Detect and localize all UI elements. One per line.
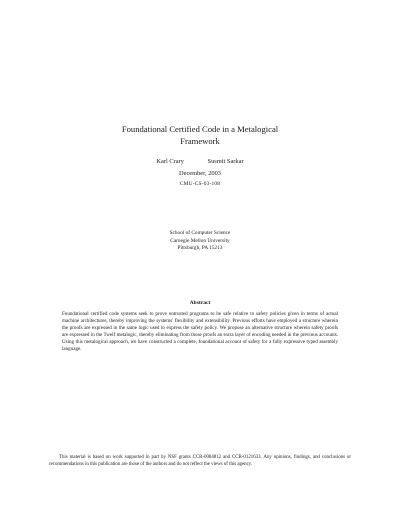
abstract-heading: Abstract [189, 300, 211, 306]
abstract-body: Foundational certified code systems seek to prove untrusted programs to be safe relative to safety policies given in terms of actual machine architectures, thereby improving the systems' flexibility and extensibility. Previous efforts have employed a structure wherein the proofs are expressed in the same logic used to express the safety policy. We propose an alternative structure wherein safety proofs are expressed in the Twelf metalogic, thereby eliminating from those proofs an extra layer of encoding needed in the previous accounts. Using this metalogical approach, we have constructed a complete, foundational account of safety for a fully expressive typed assembly language. [62, 311, 338, 353]
paper-title-line-1: Foundational Certified Code in a Metalogical [121, 124, 279, 134]
funding-footnote: This material is based on work supported in part by NSF grants CCR-0084812 and CCR-0121633. Any opinions, findings, and conclusions or recommendations in this publication are those of the authors and do not reflect the views of this agency. [49, 455, 351, 467]
paper-title-line-2: Framework [180, 135, 220, 146]
author-name: Karl Crary [156, 158, 184, 165]
paper-title [0, 124, 400, 147]
affiliation-school: School of Computer Science [169, 230, 231, 236]
affiliation-address: Pittsburgh, PA 15213 [177, 245, 223, 252]
affiliation-block [0, 230, 400, 253]
publication-date: December, 2003 [179, 170, 221, 177]
author-name: Susmit Sarkar [207, 158, 244, 165]
report-number: CMU-CS-03-108 [179, 181, 221, 187]
author-list [0, 158, 400, 166]
affiliation-university: Carnegie Mellon University [170, 237, 230, 244]
